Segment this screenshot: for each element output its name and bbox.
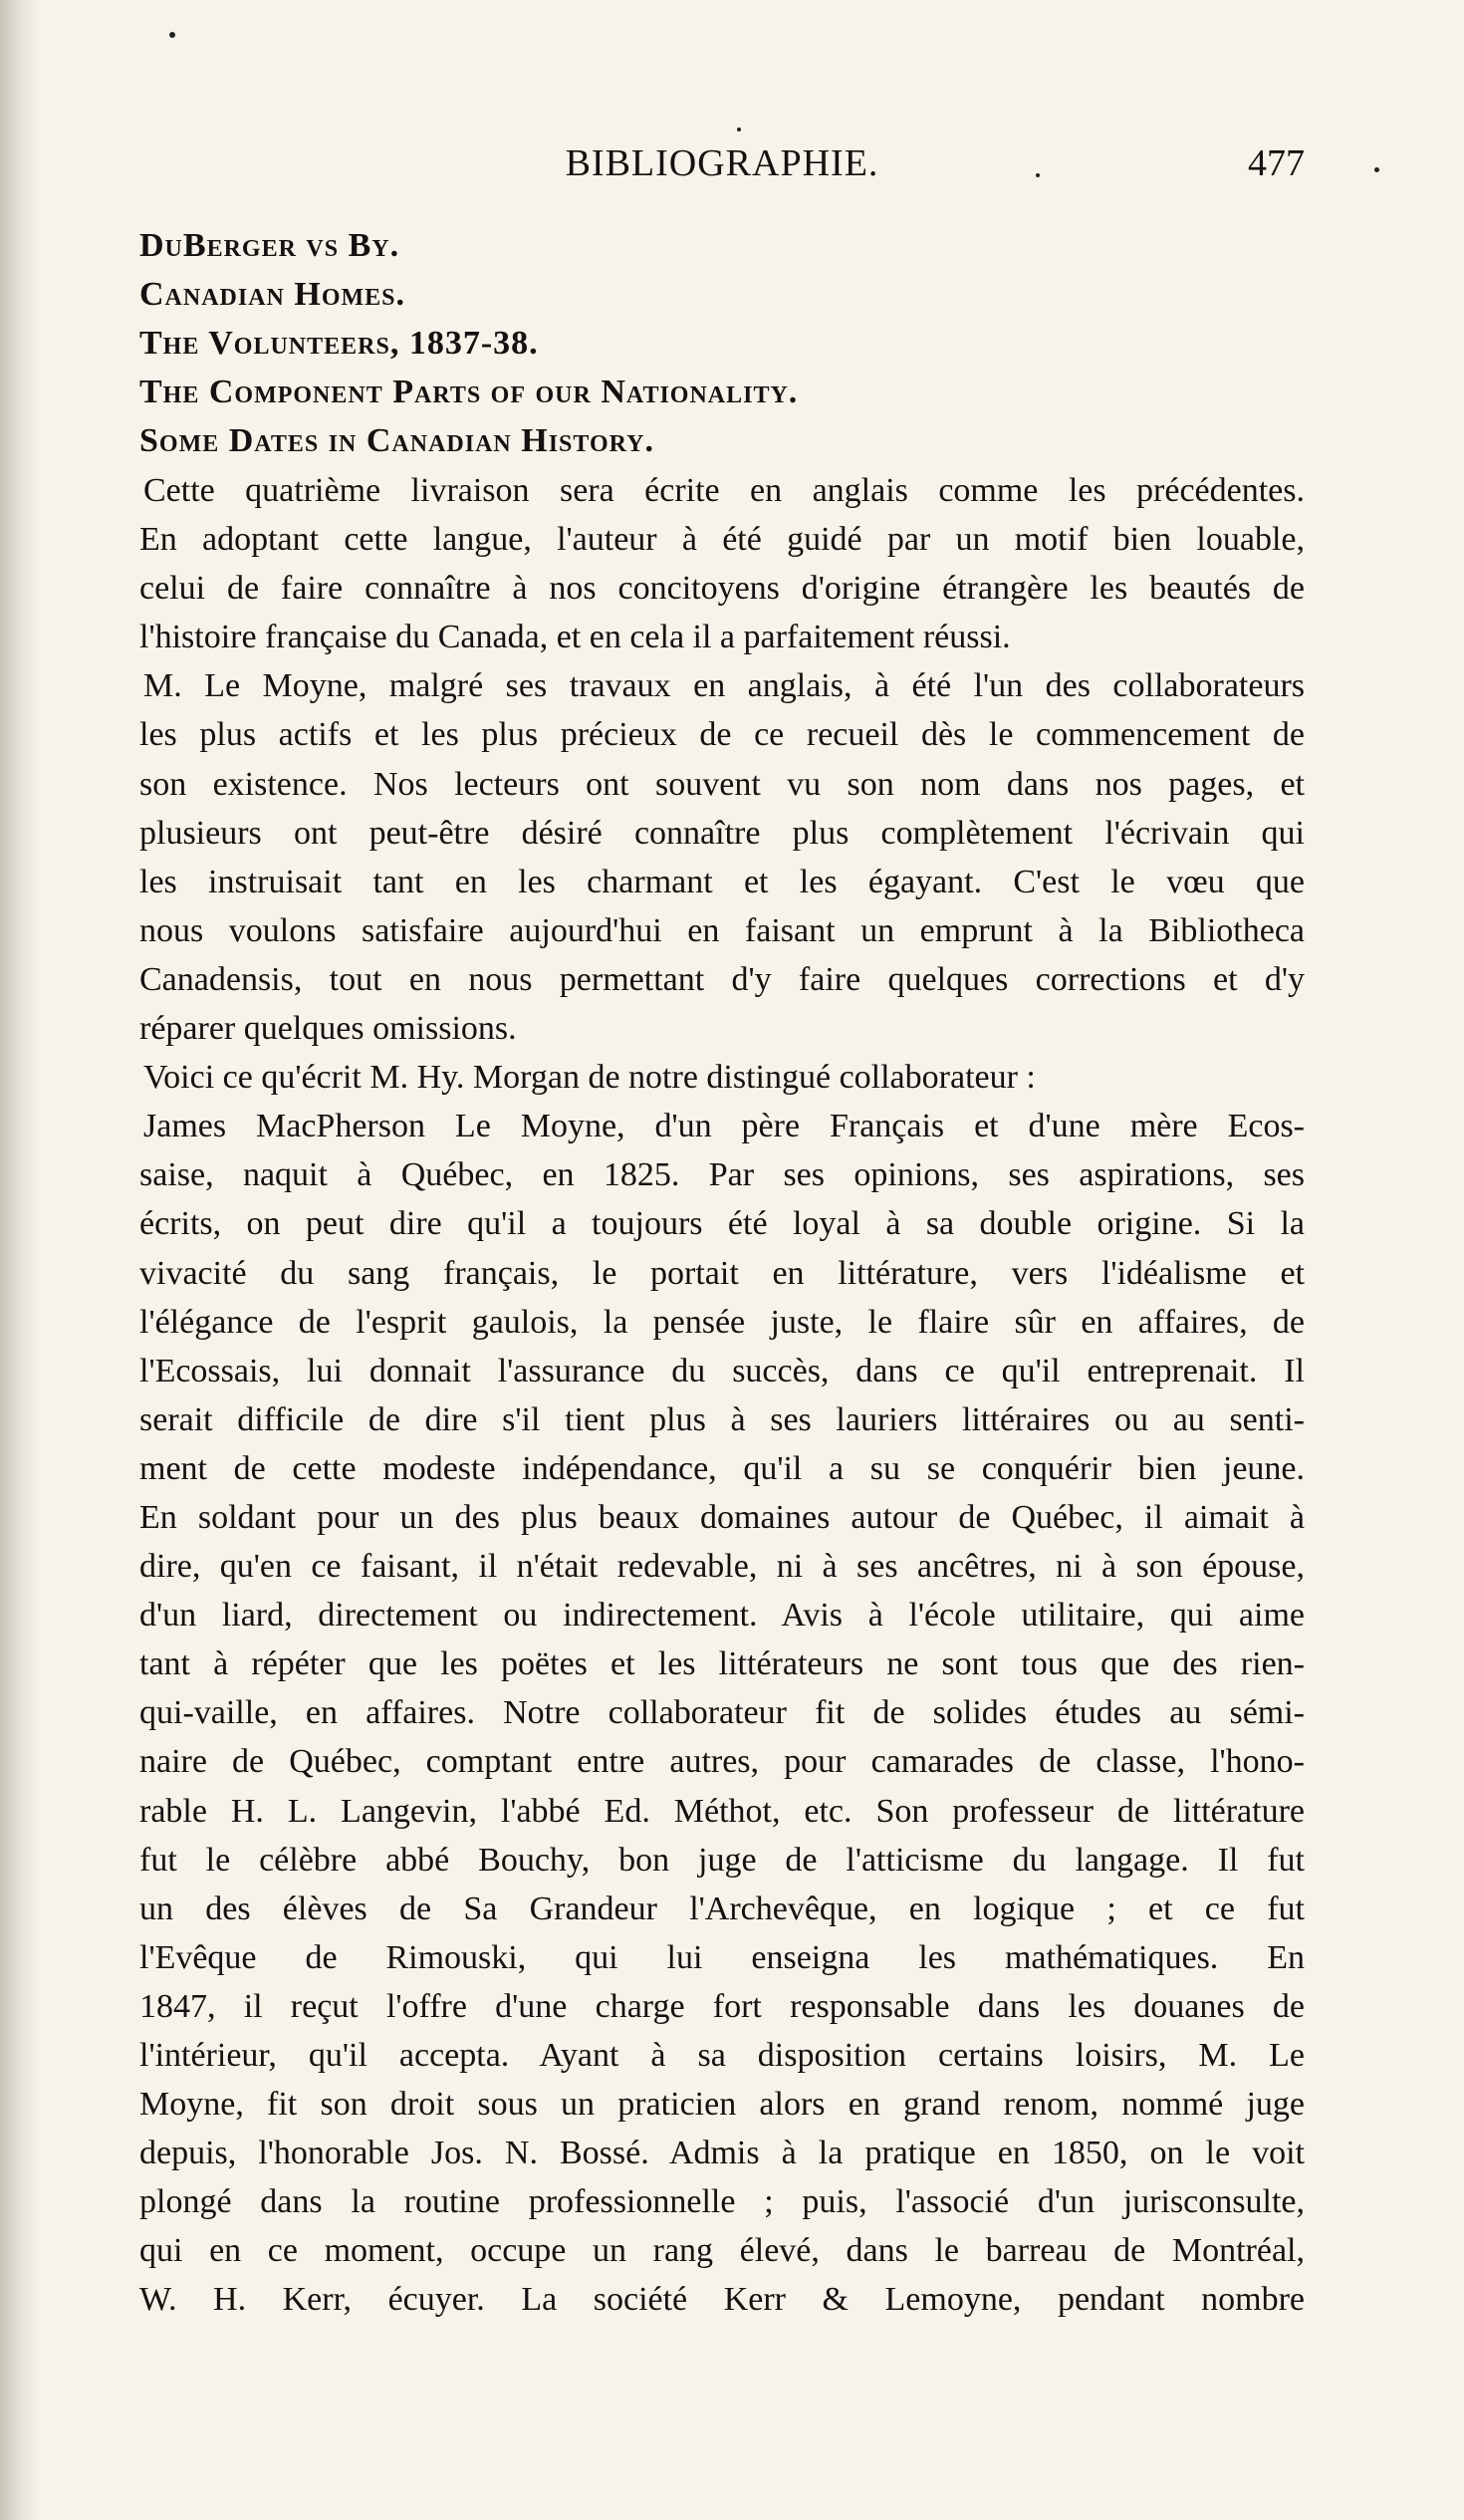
text-line: d'un liard, directement ou indirectement. Avis à l'école utilitaire, qui aime: [139, 1597, 1305, 1635]
text-line: son existence. Nos lecteurs ont souvent vu son nom dans nos pages, et: [139, 765, 1305, 803]
paragraph: [139, 1102, 1305, 2324]
text-line: écrits, on peut dire qu'il a toujours été loyal à sa double origine. Si la: [139, 1205, 1305, 1243]
text-line: un des élèves de Sa Grandeur l'Archevêque, en logique ; et ce fut: [139, 1890, 1305, 1927]
text-line: les plus actifs et les plus précieux de ce recueil dès le commencement de: [139, 716, 1305, 754]
text-line: M. Le Moyne, malgré ses travaux en anglais, à été l'un des collaborateurs: [143, 667, 1305, 705]
title-list: [139, 221, 1305, 465]
text-line: l'Ecossais, lui donnait l'assurance du succès, dans ce qu'il entreprenait. Il: [139, 1352, 1305, 1389]
page-header: [139, 141, 1305, 201]
text-line: plusieurs ont peut-être désiré connaître plus complètement l'écrivain qui: [139, 814, 1305, 852]
text-line: En adoptant cette langue, l'auteur à été guidé par un motif bien louable,: [139, 521, 1305, 559]
title-item: DuBerger vs By.: [139, 227, 400, 264]
text-line: l'Evêque de Rimouski, qui lui enseigna les mathématiques. En: [139, 1938, 1305, 1976]
title-item: Canadian Homes.: [139, 276, 406, 313]
title-item: The Volunteers, 1837-38.: [139, 325, 539, 362]
running-title: BIBLIOGRAPHIE.: [565, 142, 879, 184]
text-line: 1847, il reçut l'offre d'une charge fort responsable dans les douanes de: [139, 1987, 1305, 2025]
text-line: réparer quelques omissions.: [139, 1010, 517, 1048]
paragraph: [139, 1053, 1305, 1102]
text-line: l'histoire française du Canada, et en cela il a parfaitement réussi.: [139, 619, 1011, 656]
text-line: Canadensis, tout en nous permettant d'y faire quelques corrections et d'y: [139, 960, 1305, 998]
ink-speck: [1374, 167, 1379, 172]
ink-speck: [169, 32, 175, 38]
page-edge-shadow: [0, 0, 40, 2520]
body-text: [139, 466, 1305, 2325]
ink-speck: [1036, 173, 1040, 177]
text-line: fut le célèbre abbé Bouchy, bon juge de l'atticisme du langage. Il fut: [139, 1841, 1305, 1879]
text-line: les instruisait tant en les charmant et les égayant. C'est le vœu que: [139, 863, 1305, 900]
page-number: 477: [1248, 142, 1305, 184]
text-line: l'intérieur, qu'il accepta. Ayant à sa disposition certains loisirs, M. Le: [139, 2037, 1305, 2074]
text-line: W. H. Kerr, écuyer. La société Kerr & Lemoyne, pendant nombre: [139, 2281, 1305, 2319]
text-line: vivacité du sang français, le portait en littérature, vers l'idéalisme et: [139, 1254, 1305, 1292]
text-line: James MacPherson Le Moyne, d'un père Français et d'une mère Ecos-: [143, 1108, 1305, 1145]
text-line: celui de faire connaître à nos concitoyens d'origine étrangère les beautés de: [139, 570, 1305, 608]
text-line: Moyne, fit son droit sous un praticien alors en grand renom, nommé juge: [139, 2086, 1305, 2124]
text-line: naire de Québec, comptant entre autres, pour camarades de classe, l'hono-: [139, 1743, 1305, 1781]
title-item: The Component Parts of our Nationality.: [139, 374, 799, 410]
text-line: l'élégance de l'esprit gaulois, la pensée juste, le flaire sûr en affaires, de: [139, 1303, 1305, 1341]
text-line: Cette quatrième livraison sera écrite en anglais comme les précédentes.: [143, 472, 1305, 509]
ink-speck: [737, 127, 741, 131]
paragraph: [139, 466, 1305, 661]
text-line: qui en ce moment, occupe un rang élevé, dans le barreau de Montréal,: [139, 2232, 1305, 2270]
text-line: depuis, l'honorable Jos. N. Bossé. Admis à la pratique en 1850, on le voit: [139, 2135, 1305, 2172]
text-line: serait difficile de dire s'il tient plus à ses lauriers littéraires ou au senti-: [139, 1400, 1305, 1438]
text-line: En soldant pour un des plus beaux domaines autour de Québec, il aimait à: [139, 1498, 1305, 1536]
title-item: Some Dates in Canadian History.: [139, 422, 654, 459]
text-line: plongé dans la routine professionnelle ; puis, l'associé d'un jurisconsulte,: [139, 2183, 1305, 2221]
paragraph: [139, 661, 1305, 1053]
text-line: ment de cette modeste indépendance, qu'il a su se conquérir bien jeune.: [139, 1449, 1305, 1487]
text-line: Voici ce qu'écrit M. Hy. Morgan de notre distingué collaborateur :: [143, 1059, 1036, 1097]
text-line: saise, naquit à Québec, en 1825. Par ses opinions, ses aspirations, ses: [139, 1156, 1305, 1194]
text-line: tant à répéter que les poëtes et les littérateurs ne sont tous que des rien-: [139, 1645, 1305, 1683]
text-line: nous voulons satisfaire aujourd'hui en faisant un emprunt à la Bibliotheca: [139, 911, 1305, 949]
text-line: rable H. L. Langevin, l'abbé Ed. Méthot, etc. Son professeur de littérature: [139, 1792, 1305, 1830]
text-line: qui-vaille, en affaires. Notre collaborateur fit de solides études au sémi-: [139, 1694, 1305, 1732]
text-line: dire, qu'en ce faisant, il n'était redevable, ni à ses ancêtres, ni à son épouse,: [139, 1548, 1305, 1586]
